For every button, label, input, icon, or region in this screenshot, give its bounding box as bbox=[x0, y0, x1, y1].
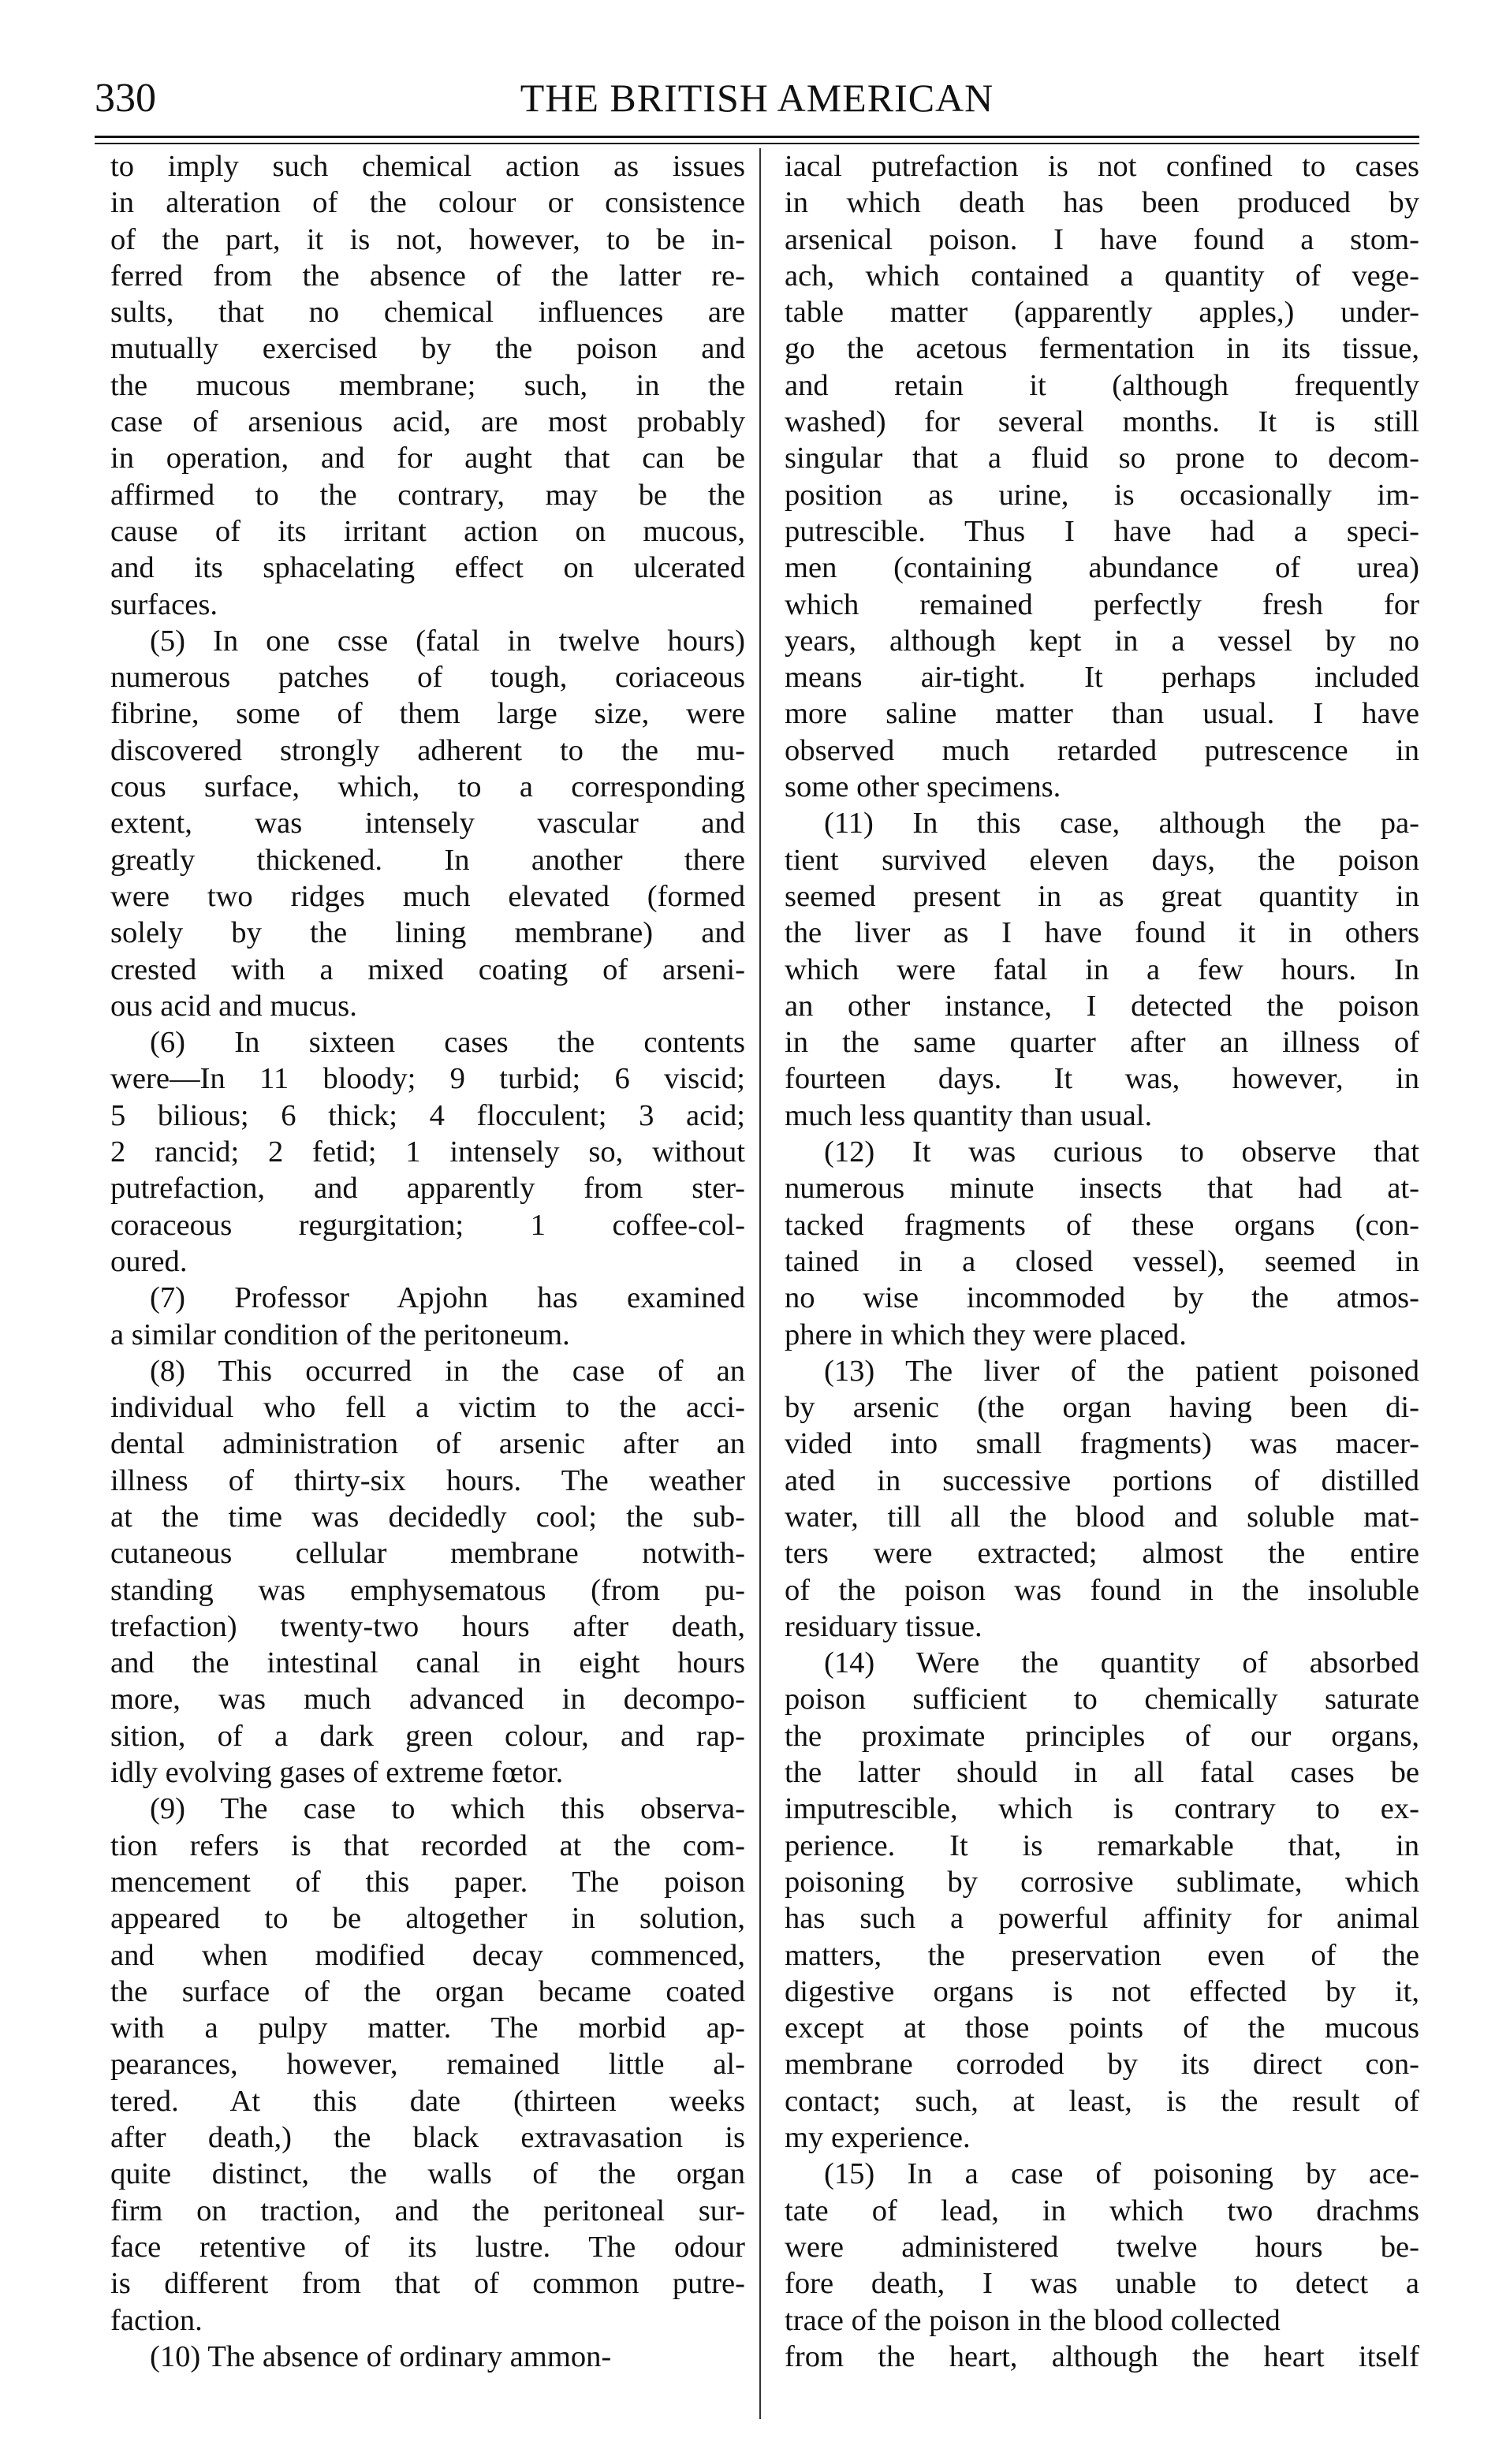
text-line: (8) This occurred in the case of an bbox=[150, 1354, 745, 1388]
page-number: 330 bbox=[95, 76, 156, 121]
text-line: case of arsenious acid, are most probably bbox=[110, 405, 745, 439]
text-line: sition, of a dark green colour, and rap- bbox=[110, 1719, 745, 1753]
text-line: faction. bbox=[110, 2303, 203, 2337]
text-line: perience. It is remarkable that, in bbox=[785, 1828, 1419, 1862]
text-line: (11) In this case, although the pa- bbox=[824, 807, 1419, 841]
text-line: no wise incommoded by the atmos- bbox=[785, 1281, 1419, 1315]
text-line: crested with a mixed coating of arseni- bbox=[110, 952, 745, 986]
text-line: idly evolving gases of extreme fœtor. bbox=[110, 1756, 564, 1790]
text-line: men (containing abundance of urea) bbox=[785, 551, 1419, 585]
text-line: cause of its irritant action on mucous, bbox=[110, 514, 745, 548]
text-line: is different from that of common putre- bbox=[110, 2267, 745, 2301]
text-line: imputrescible, which is contrary to ex- bbox=[785, 1792, 1419, 1826]
left-column bbox=[110, 148, 745, 2375]
text-line: coraceous regurgitation; 1 coffee-col- bbox=[110, 1208, 745, 1242]
text-line: (14) Were the quantity of absorbed bbox=[824, 1646, 1419, 1680]
text-line: except at those points of the mucous bbox=[785, 2011, 1419, 2045]
text-line: and the intestinal canal in eight hours bbox=[110, 1646, 745, 1680]
text-line: seemed present in as great quantity in bbox=[785, 879, 1419, 913]
text-line: the surface of the organ became coated bbox=[110, 1974, 745, 2008]
text-line: putrescible. Thus I have had a speci- bbox=[785, 514, 1419, 548]
text-line: after death,) the black extravasation is bbox=[110, 2121, 745, 2155]
text-line: go the acetous fermentation in its tissue, bbox=[785, 332, 1419, 366]
header-rule-thin bbox=[95, 143, 1419, 144]
text-line: washed) for several months. It is still bbox=[785, 405, 1419, 439]
text-line: observed much retarded putrescence in bbox=[785, 733, 1419, 767]
text-line: has such a powerful affinity for animal bbox=[785, 1902, 1419, 1936]
text-line: were—In 11 bloody; 9 turbid; 6 viscid; bbox=[110, 1062, 745, 1096]
running-title: THE BRITISH AMERICAN bbox=[520, 76, 994, 120]
text-line: tion refers is that recorded at the com- bbox=[110, 1828, 745, 1862]
text-line: tate of lead, in which two drachms bbox=[785, 2194, 1419, 2227]
text-line: which remained perfectly fresh for bbox=[785, 587, 1419, 621]
text-line: in alteration of the colour or consistence bbox=[110, 186, 745, 220]
text-line: more saline matter than usual. I have bbox=[785, 697, 1419, 731]
text-line: poison sufficient to chemically saturate bbox=[785, 1683, 1419, 1717]
text-line: cutaneous cellular membrane notwith- bbox=[110, 1537, 745, 1571]
text-line: phere in which they were placed. bbox=[785, 1318, 1187, 1351]
text-line: a similar condition of the peritoneum. bbox=[110, 1318, 570, 1351]
text-line: of the part, it is not, however, to be in- bbox=[110, 222, 745, 256]
text-line: position as urine, is occasionally im- bbox=[785, 478, 1419, 512]
text-line: greatly thickened. In another there bbox=[110, 843, 745, 877]
text-line: the latter should in all fatal cases be bbox=[785, 1756, 1419, 1790]
text-line: table matter (apparently apples,) under- bbox=[785, 296, 1419, 330]
text-line: individual who fell a victim to the acci- bbox=[110, 1391, 745, 1425]
text-line: in operation, and for aught that can be bbox=[110, 442, 745, 475]
text-line: and its sphacelating effect on ulcerated bbox=[110, 551, 745, 585]
text-line: with a pulpy matter. The morbid ap- bbox=[110, 2011, 745, 2045]
text-line: trace of the poison in the blood collected bbox=[785, 2303, 1281, 2337]
text-line: extent, was intensely vascular and bbox=[110, 807, 745, 841]
text-line: fourteen days. It was, however, in bbox=[785, 1062, 1419, 1096]
text-line: the liver as I have found it in others bbox=[785, 916, 1419, 950]
text-line: ferred from the absence of the latter re- bbox=[110, 259, 745, 293]
text-line: cous surface, which, to a corresponding bbox=[110, 770, 745, 804]
text-line: vided into small fragments) was macer- bbox=[785, 1427, 1419, 1461]
text-line: affirmed to the contrary, may be the bbox=[110, 478, 745, 512]
text-line: mencement of this paper. The poison bbox=[110, 1865, 745, 1899]
text-line: solely by the lining membrane) and bbox=[110, 916, 745, 950]
text-line: digestive organs is not effected by it, bbox=[785, 1974, 1419, 2008]
text-line: firm on traction, and the peritoneal sur- bbox=[110, 2194, 745, 2227]
text-line: 5 bilious; 6 thick; 4 flocculent; 3 acid; bbox=[110, 1098, 745, 1132]
page-header bbox=[95, 75, 1419, 130]
text-line: contact; such, at least, is the result of bbox=[785, 2084, 1419, 2118]
text-line: pearances, however, remained little al- bbox=[110, 2048, 745, 2082]
text-line: tacked fragments of these organs (con- bbox=[785, 1208, 1419, 1242]
text-line: years, although kept in a vessel by no bbox=[785, 624, 1419, 658]
text-line: standing was emphysematous (from pu- bbox=[110, 1573, 745, 1607]
text-line: trefaction) twenty-two hours after death, bbox=[110, 1609, 745, 1643]
text-line: which were fatal in a few hours. In bbox=[785, 952, 1419, 986]
text-line: tered. At this date (thirteen weeks bbox=[110, 2084, 745, 2118]
text-line: (6) In sixteen cases the contents bbox=[150, 1026, 745, 1060]
text-line: tained in a closed vessel), seemed in bbox=[785, 1244, 1419, 1278]
text-line: (15) In a case of poisoning by ace- bbox=[824, 2157, 1419, 2191]
header-rule-thick bbox=[95, 136, 1419, 138]
text-line: surfaces. bbox=[110, 587, 218, 621]
text-line: were administered twelve hours be- bbox=[785, 2230, 1419, 2264]
text-line: my experience. bbox=[785, 2121, 971, 2155]
text-line: dental administration of arsenic after an bbox=[110, 1427, 745, 1461]
text-line: illness of thirty-six hours. The weather bbox=[110, 1463, 745, 1497]
text-line: residuary tissue. bbox=[785, 1609, 982, 1643]
text-line: by arsenic (the organ having been di- bbox=[785, 1391, 1419, 1425]
text-line: (13) The liver of the patient poisoned bbox=[824, 1354, 1419, 1388]
text-line: putrefaction, and apparently from ster- bbox=[110, 1172, 745, 1206]
text-line: arsenical poison. I have found a stom- bbox=[785, 222, 1419, 256]
text-line: membrane corroded by its direct con- bbox=[785, 2048, 1419, 2082]
text-line: (10) The absence of ordinary ammon- bbox=[150, 2339, 612, 2373]
text-line: numerous minute insects that had at- bbox=[785, 1172, 1419, 1206]
text-line: tient survived eleven days, the poison bbox=[785, 843, 1419, 877]
text-line: (9) The case to which this observa- bbox=[150, 1792, 745, 1826]
text-line: in which death has been produced by bbox=[785, 186, 1419, 220]
text-line: more, was much advanced in decompo- bbox=[110, 1683, 745, 1717]
text-line: face retentive of its lustre. The odour bbox=[110, 2230, 745, 2264]
text-line: fibrine, some of them large size, were bbox=[110, 697, 745, 731]
text-line: (5) In one csse (fatal in twelve hours) bbox=[150, 624, 745, 658]
text-line: (12) It was curious to observe that bbox=[824, 1135, 1419, 1169]
text-line: and when modified decay commenced, bbox=[110, 1938, 745, 1972]
text-line: 2 rancid; 2 fetid; 1 intensely so, without bbox=[110, 1135, 745, 1169]
text-line: ters were extracted; almost the entire bbox=[785, 1537, 1419, 1571]
text-line: an other instance, I detected the poison bbox=[785, 989, 1419, 1023]
text-line: ous acid and mucus. bbox=[110, 989, 357, 1023]
text-line: numerous patches of tough, coriaceous bbox=[110, 661, 745, 695]
text-line: some other specimens. bbox=[785, 770, 1061, 804]
text-line: in the same quarter after an illness of bbox=[785, 1026, 1419, 1060]
text-line: oured. bbox=[110, 1244, 188, 1278]
text-line: appeared to be altogether in solution, bbox=[110, 1902, 745, 1936]
text-line: and retain it (although frequently bbox=[785, 368, 1419, 402]
text-line: matters, the preservation even of the bbox=[785, 1938, 1419, 1972]
text-line: iacal putrefaction is not confined to cases bbox=[785, 150, 1419, 183]
text-line: of the poison was found in the insoluble bbox=[785, 1573, 1419, 1607]
text-line: at the time was decidedly cool; the sub- bbox=[110, 1500, 745, 1534]
column-divider bbox=[759, 148, 761, 2419]
text-line: ated in successive portions of distilled bbox=[785, 1463, 1419, 1497]
text-line: singular that a fluid so prone to decom- bbox=[785, 442, 1419, 475]
text-line: the mucous membrane; such, in the bbox=[110, 368, 745, 402]
text-line: water, till all the blood and soluble mat- bbox=[785, 1500, 1419, 1534]
text-line: were two ridges much elevated (formed bbox=[110, 879, 745, 913]
text-line: poisoning by corrosive sublimate, which bbox=[785, 1865, 1419, 1899]
text-line: means air-tight. It perhaps included bbox=[785, 661, 1419, 695]
text-line: from the heart, although the heart itself bbox=[785, 2339, 1419, 2373]
text-line: mutually exercised by the poison and bbox=[110, 332, 745, 366]
text-line: to imply such chemical action as issues bbox=[110, 150, 745, 183]
text-line: discovered strongly adherent to the mu- bbox=[110, 733, 745, 767]
text-line: much less quantity than usual. bbox=[785, 1098, 1153, 1132]
text-line: the proximate principles of our organs, bbox=[785, 1719, 1419, 1753]
text-line: quite distinct, the walls of the organ bbox=[110, 2157, 745, 2191]
text-line: (7) Professor Apjohn has examined bbox=[150, 1281, 745, 1315]
text-line: ach, which contained a quantity of vege- bbox=[785, 259, 1419, 293]
text-line: sults, that no chemical influences are bbox=[110, 296, 745, 330]
right-column bbox=[785, 148, 1419, 2375]
text-line: fore death, I was unable to detect a bbox=[785, 2267, 1419, 2301]
